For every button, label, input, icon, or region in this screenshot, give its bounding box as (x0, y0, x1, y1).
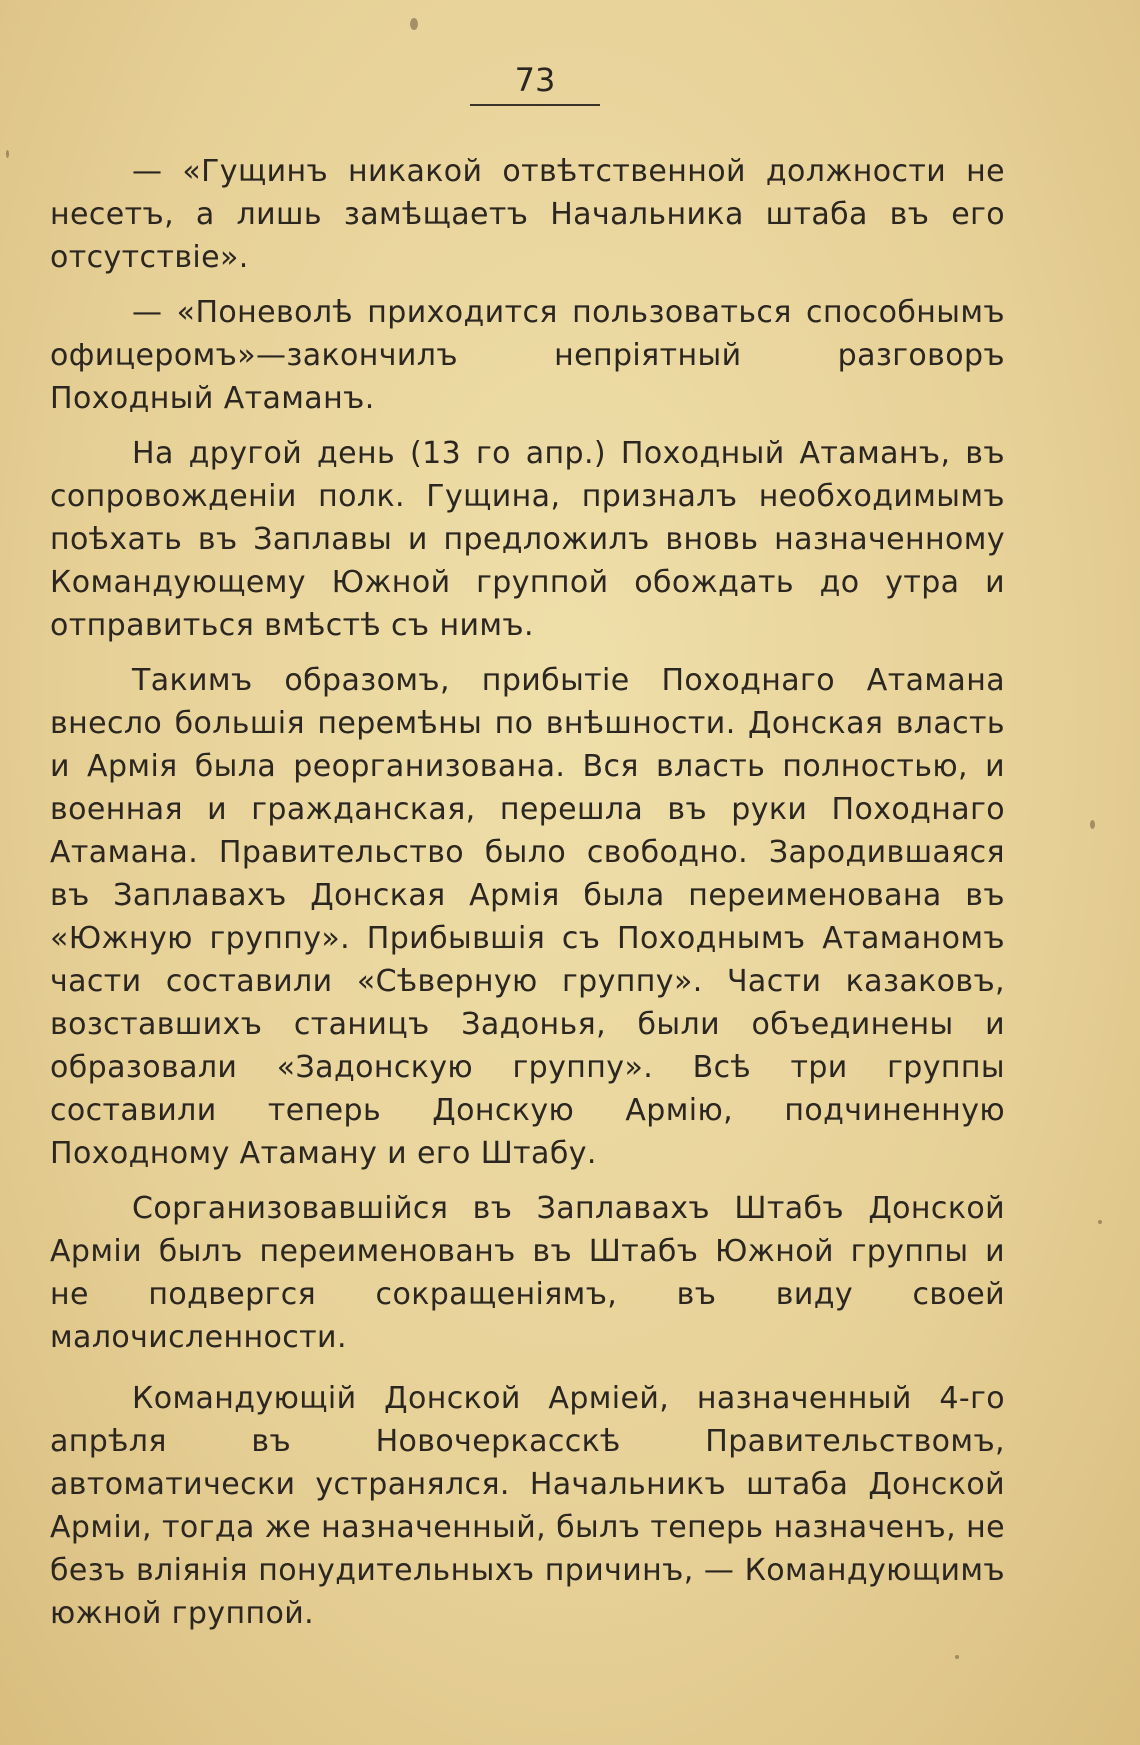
paragraph-6: Командующій Донской Арміей, назначенный 4-го апрѣля въ Новочеркасскѣ Правительствомъ, автоматически устранялся. Начальникъ штаба Донской Арміи, тогда же назначенный, былъ теперь назначенъ, не безъ вліянія понудительныхъ причинъ, — Командующимъ южной группой. (50, 1381, 1005, 1631)
paper-speck (410, 18, 418, 30)
paragraph-4: Такимъ образомъ, прибытіе Походнаго Атамана внесло большія перемѣны по внѣшности. Донская власть и Армія была реорганизована. Вся власть полностью, и военная и гражданская, перешла въ руки Походнаго Атамана. Правительство было свободно. Зародившаяся въ Заплавахъ Донская Армія была переименована въ «Южную группу». Прибывшія съ Походнымъ Атаманомъ части составили «Сѣверную группу». Части казаковъ, возставшихъ станицъ Задонья, были объединены и образовали «Задонскую группу». Всѣ три группы составили теперь Донскую Армію, подчиненную Походному Атаману и его Штабу. (50, 663, 1005, 1171)
paper-speck (1098, 1220, 1102, 1224)
paragraph-3: На другой день (13 го апр.) Походный Атаманъ, въ сопровожденіи полк. Гущина, призналъ необходимымъ поѣхать въ Заплавы и предложилъ вновь назначенному Командующему Южной группой обождать до утра и отправиться вмѣстѣ съ нимъ. (50, 436, 1005, 643)
paper-speck (6, 150, 9, 158)
page-number: 73 (514, 61, 556, 99)
paper-speck (955, 1655, 959, 1659)
page-number-rule (470, 104, 600, 106)
paragraph-5: Сорганизовавшійся въ Заплавахъ Штабъ Донской Арміи былъ переименованъ въ Штабъ Южной группы и не подвергся сокращеніямъ, въ виду своей малочисленности. (50, 1191, 1005, 1355)
paragraph-1: — «Гущинъ никакой отвѣтственной должности не несетъ, а лишь замѣщаетъ Начальника штаба въ его отсутствіе». (50, 154, 1005, 275)
body-text (50, 150, 1005, 1647)
paragraph-2: — «Поневолѣ приходится пользоваться способнымъ офицеромъ»—закончилъ непріятный разговоръ Походный Атаманъ. (50, 295, 1005, 416)
paper-speck (1090, 820, 1095, 829)
